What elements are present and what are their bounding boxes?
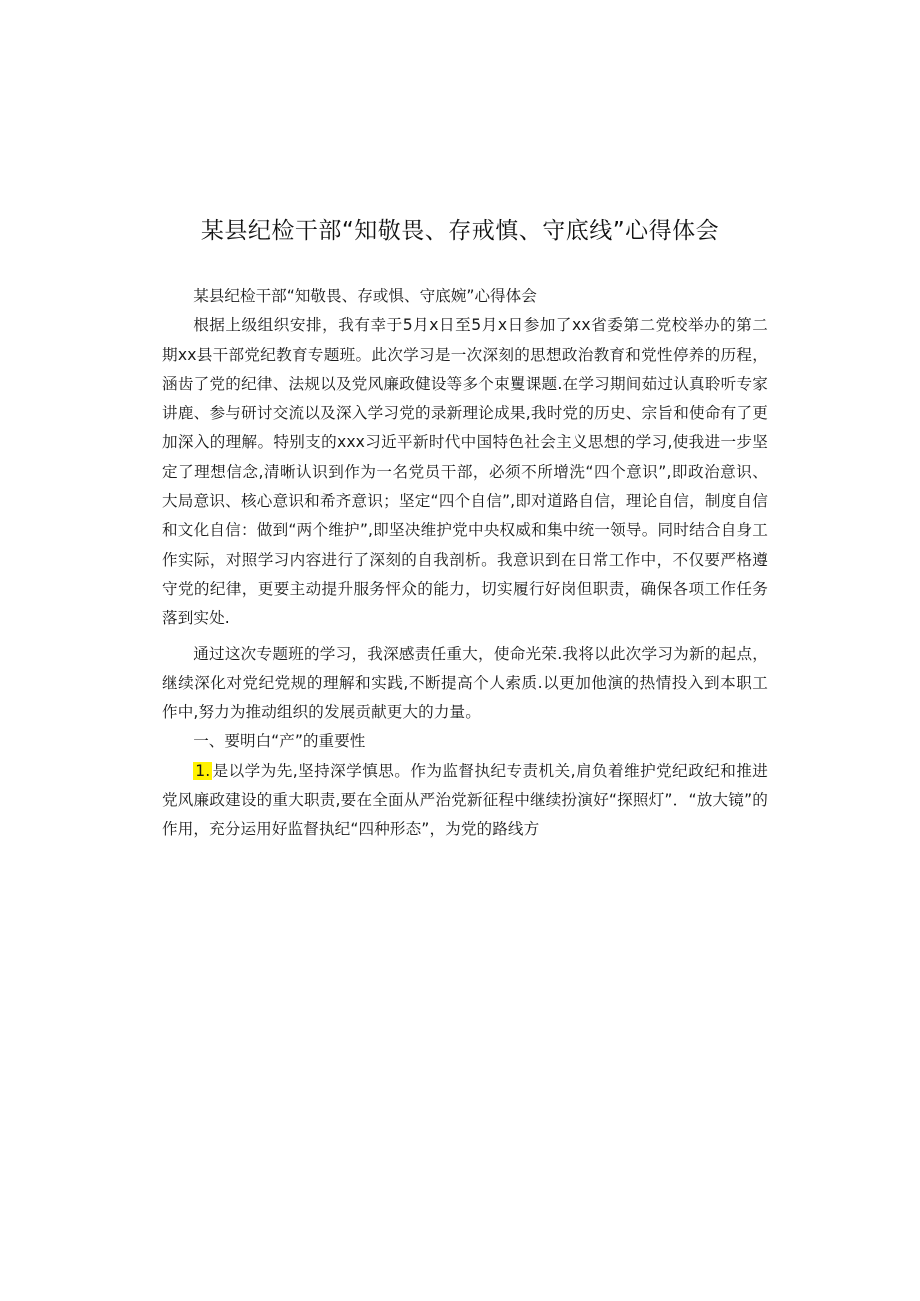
paragraph: 根据上级组织安排，我有幸于5月x日至5月x日参加了xx省委第二党校举办的第二期xx县干部党纪教育专题班。此次学习是一次深刻的思想政治教育和党性停养的历程，涵齿了党的纪律、法规以及党风廉政健设等多个束矍课题.在学习期间茹过认真聆听专家讲鹿、参与研讨交流以及深入学习党的录新理论成果,我时党的历史、宗旨和使命有了更加深入的理解。特别支的xxx习近平新时代中国特色社会主义思想的学习,使我进一步坚定了理想信念,清晰认识到作为一名党员干部，必须不所增洗“四个意识”,即政治意识、大局意识、核心意识和希齐意识；坚定“四个自信”,即对道路自信，理论自信，制度自信和文化自信：做到“两个维护”,即坚决维护党中央权威和集中统一领导。同时结合自身工作实际，对照学习内容进行了深刻的自我剖析。我意识到在日常工作中，不仅要严格遵守党的纪律，更要主动提升服务怦众的能力，切实履行好岗但职责，确保各项工作任务落到实处.: [162, 316, 768, 628]
section-heading: 一、要明白“产”的重要性: [193, 732, 366, 751]
document-body: [162, 282, 768, 845]
paragraph: 通过这次专题班的学习，我深感责任重大，使命光荣.我将以此次学习为新的起点，继续深化对党纪党规的理解和实践,不断提高个人索质.以更加他演的热情投入到本职工作中,努力为推动组织的发展贡献更大的力量。: [162, 644, 768, 722]
list-item-text: 是以学为先,坚持深学慎思。作为监督执纪专责机关,肩负着维护党纪政纪和推进党风廉政建设的重大职责,要在全面从严治党新征程中继续扮演好“探照灯”．“放大镜”的作用，充分运用好监督执纪“四种形态”，为党的路线方: [162, 761, 768, 839]
highlighted-marker: 1.: [195, 761, 211, 780]
list-item: [162, 757, 768, 845]
document-subtitle: 某县纪检干部“知敬畏、存或惧、守底婉”心得体会: [193, 287, 537, 305]
document-title: 某县纪检干部“知敬畏、存戒慎、守底线”心得体会: [200, 218, 720, 244]
